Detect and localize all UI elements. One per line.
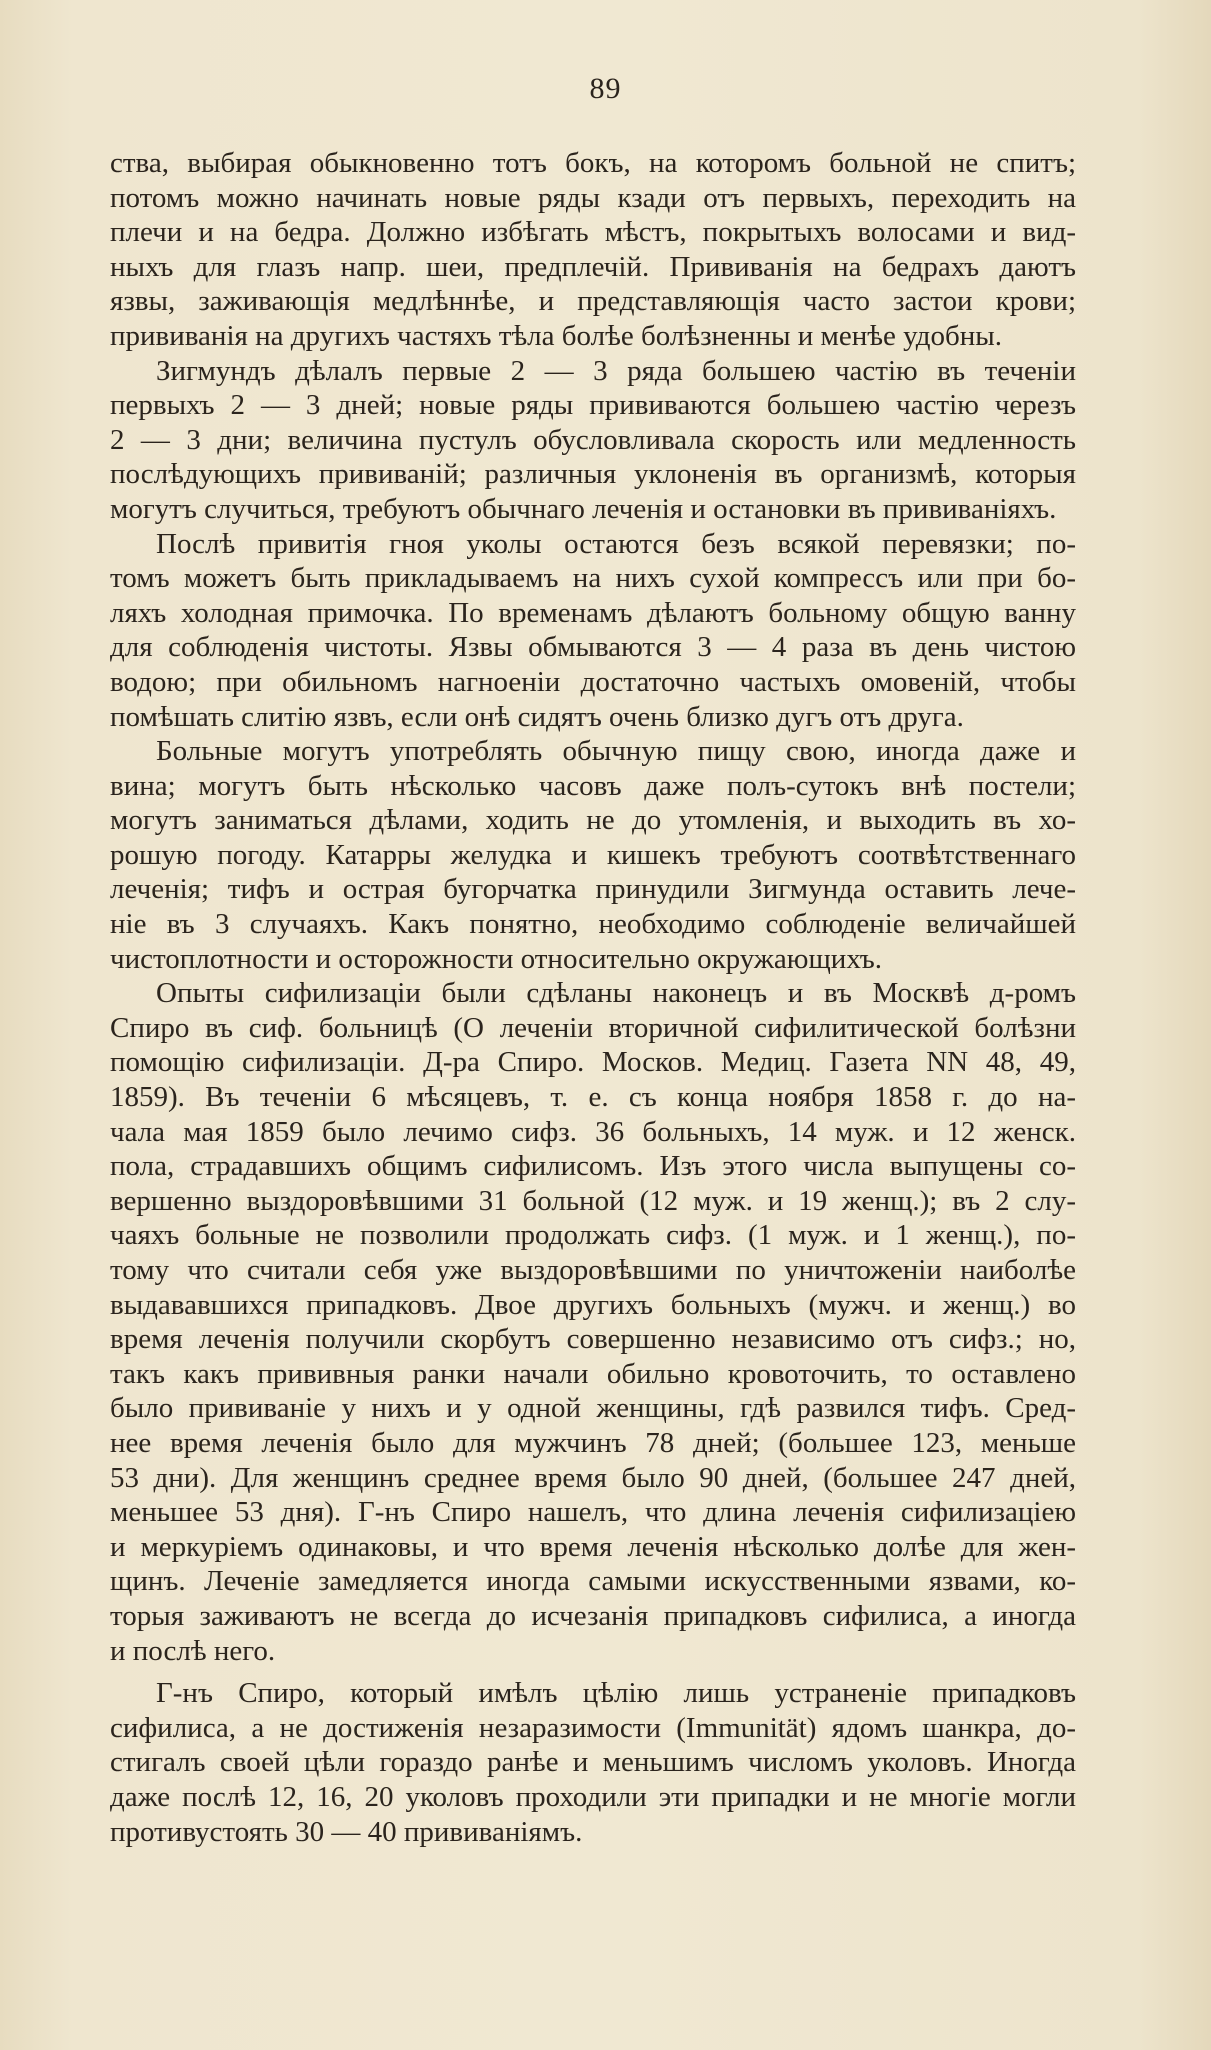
text-line: язвы, заживающія медлѣннѣе, и представляющія часто застои крови; xyxy=(110,285,1076,318)
text-line: пола, страдавшихъ общимъ сифилисомъ. Изъ этого числа выпущены со- xyxy=(110,1150,1076,1183)
text-line: 2 — 3 дни; величина пустулъ обусловливала скорость или медленность xyxy=(110,423,1076,456)
text-line: сифилиса, а не достиженія незаразимости (Immunität) ядомъ шанкра, до- xyxy=(110,1711,1076,1744)
paragraph-3 xyxy=(110,527,1076,735)
text-line: меньшее 53 дня). Г-нъ Спиро нашелъ, что длина леченія сифилизаціею xyxy=(110,1496,1076,1529)
text-line: чаяхъ больные не позволили продолжать сифз. (1 муж. и 1 женщ.), по- xyxy=(110,1219,1076,1252)
paragraph-4 xyxy=(110,734,1076,976)
text-line: выдававшихся припадковъ. Двое другихъ больныхъ (мужч. и женщ.) во xyxy=(110,1288,1076,1321)
text-line: Зигмундъ дѣлалъ первые 2 — 3 ряда большею частію въ теченіи xyxy=(156,354,1076,387)
text-line: такъ какъ прививныя ранки начали обильно кровоточить, то оставлено xyxy=(110,1357,1076,1390)
text-line: ніе въ 3 случаяхъ. Какъ понятно, необходимо соблюденіе величайшей xyxy=(110,908,1076,941)
text-line: прививанія на другихъ частяхъ тѣла болѣе болѣзненны и менѣе удобны. xyxy=(110,319,1003,352)
text-line: 1859). Въ теченіи 6 мѣсяцевъ, т. е. съ конца ноября 1858 г. до на- xyxy=(110,1081,1076,1114)
text-line: водою; при обильномъ нагноеніи достаточно частыхъ омовеній, чтобы xyxy=(110,665,1076,698)
paragraph-5 xyxy=(110,976,1076,1668)
text-line: послѣдующихъ прививаній; различныя уклоненія въ организмѣ, которыя xyxy=(110,458,1076,491)
text-line: плечи и на бедра. Должно избѣгать мѣстъ, покрытыхъ волосами и вид- xyxy=(110,216,1076,249)
paragraph-gap xyxy=(110,1668,1076,1676)
text-line: помощію сифилизаціи. Д-ра Спиро. Москов. Медиц. Газета NN 48, 49, xyxy=(110,1046,1076,1079)
text-line: тому что считали себя уже выздоровѣвшими по уничтоженіи наиболѣе xyxy=(110,1254,1076,1286)
text-line: ства, выбирая обыкновенно тотъ бокъ, на которомъ больной не спитъ; xyxy=(110,147,1076,179)
text-line: стигалъ своей цѣли гораздо ранѣе и меньшимъ числомъ уколовъ. Иногда xyxy=(110,1746,1076,1779)
text-line: могутъ заниматься дѣлами, ходить не до утомленія, и выходить въ хо- xyxy=(110,804,1076,837)
text-line: чала мая 1859 было лечимо сифз. 36 больныхъ, 14 муж. и 12 женск. xyxy=(110,1115,1076,1148)
text-line: для соблюденія чистоты. Язвы обмываются 3 — 4 раза въ день чистою xyxy=(110,631,1076,664)
text-line: торыя заживаютъ не всегда до исчезанія припадковъ сифилиса, а иногда xyxy=(110,1599,1076,1632)
text-line: Послѣ привитія гноя уколы остаются безъ всякой перевязки; по- xyxy=(156,527,1076,560)
text-line: и меркуріемъ одинаковы, и что время леченія нѣсколько долѣе для жен- xyxy=(110,1530,1076,1563)
text-line: даже послѣ 12, 16, 20 уколовъ проходили эти припадки и не многіе могли xyxy=(110,1780,1076,1813)
paragraph-1 xyxy=(110,146,1076,354)
body-text xyxy=(110,146,1076,1849)
text-line: помѣшать слитію язвъ, если онѣ сидятъ очень близко дугъ отъ друга. xyxy=(110,700,964,733)
text-line: нее время леченія было для мужчинъ 78 дней; (большее 123, меньше xyxy=(110,1426,1076,1459)
text-line: щинъ. Леченіе замедляется иногда самыми искусственными язвами, ко- xyxy=(110,1565,1076,1598)
text-line: 53 дни). Для женщинъ среднее время было 90 дней, (большее 247 дней, xyxy=(110,1461,1076,1494)
text-line: рошую погоду. Катарры желудка и кишекъ требуютъ соотвѣтственнаго xyxy=(110,838,1076,871)
text-line: Г-нъ Спиро, который имѣлъ цѣлію лишь устраненіе припадковъ xyxy=(156,1677,1076,1710)
paragraph-2 xyxy=(110,354,1076,527)
text-line: ныхъ для глазъ напр. шеи, предплечій. Прививанія на бедрахъ даютъ xyxy=(110,250,1076,283)
text-line: могутъ случиться, требуютъ обычнаго леченія и остановки въ прививаніяхъ. xyxy=(110,492,1057,525)
paragraph-6 xyxy=(110,1676,1076,1849)
text-line: Спиро въ сиф. больницѣ (О леченіи вторичной сифилитической болѣзни xyxy=(110,1011,1076,1044)
text-line: первыхъ 2 — 3 дней; новые ряды прививаются большею частію черезъ xyxy=(110,389,1076,422)
text-line: противустоять 30 — 40 прививаніямъ. xyxy=(110,1815,583,1848)
text-line: Опыты сифилизаціи были сдѣланы наконецъ и въ Москвѣ д-ромъ xyxy=(156,977,1076,1010)
page-number: 89 xyxy=(589,72,622,105)
text-line: было прививаніе у нихъ и у одной женщины, гдѣ развился тифъ. Сред- xyxy=(110,1392,1076,1425)
text-line: и послѣ него. xyxy=(110,1634,276,1667)
text-line: вина; могутъ быть нѣсколько часовъ даже полъ-сутокъ внѣ постели; xyxy=(110,769,1076,802)
text-line: время леченія получили скорбутъ совершенно независимо отъ сифз.; но, xyxy=(110,1323,1076,1356)
text-line: потомъ можно начинать новые ряды кзади отъ первыхъ, переходить на xyxy=(110,181,1076,214)
text-line: вершенно выздоровѣвшими 31 больной (12 муж. и 19 женщ.); въ 2 слу- xyxy=(110,1184,1076,1217)
text-line: Больные могутъ употреблять обычную пищу свою, иногда даже и xyxy=(156,735,1076,768)
text-line: ляхъ холодная примочка. По временамъ дѣлаютъ больному общую ванну xyxy=(110,596,1076,629)
text-line: чистоплотности и осторожности относительно окружающихъ. xyxy=(110,942,882,975)
text-line: томъ можетъ быть прикладываемъ на нихъ сухой компрессъ или при бо- xyxy=(110,562,1076,595)
text-line: леченія; тифъ и острая бугорчатка принудили Зигмунда оставить лече- xyxy=(110,873,1076,906)
